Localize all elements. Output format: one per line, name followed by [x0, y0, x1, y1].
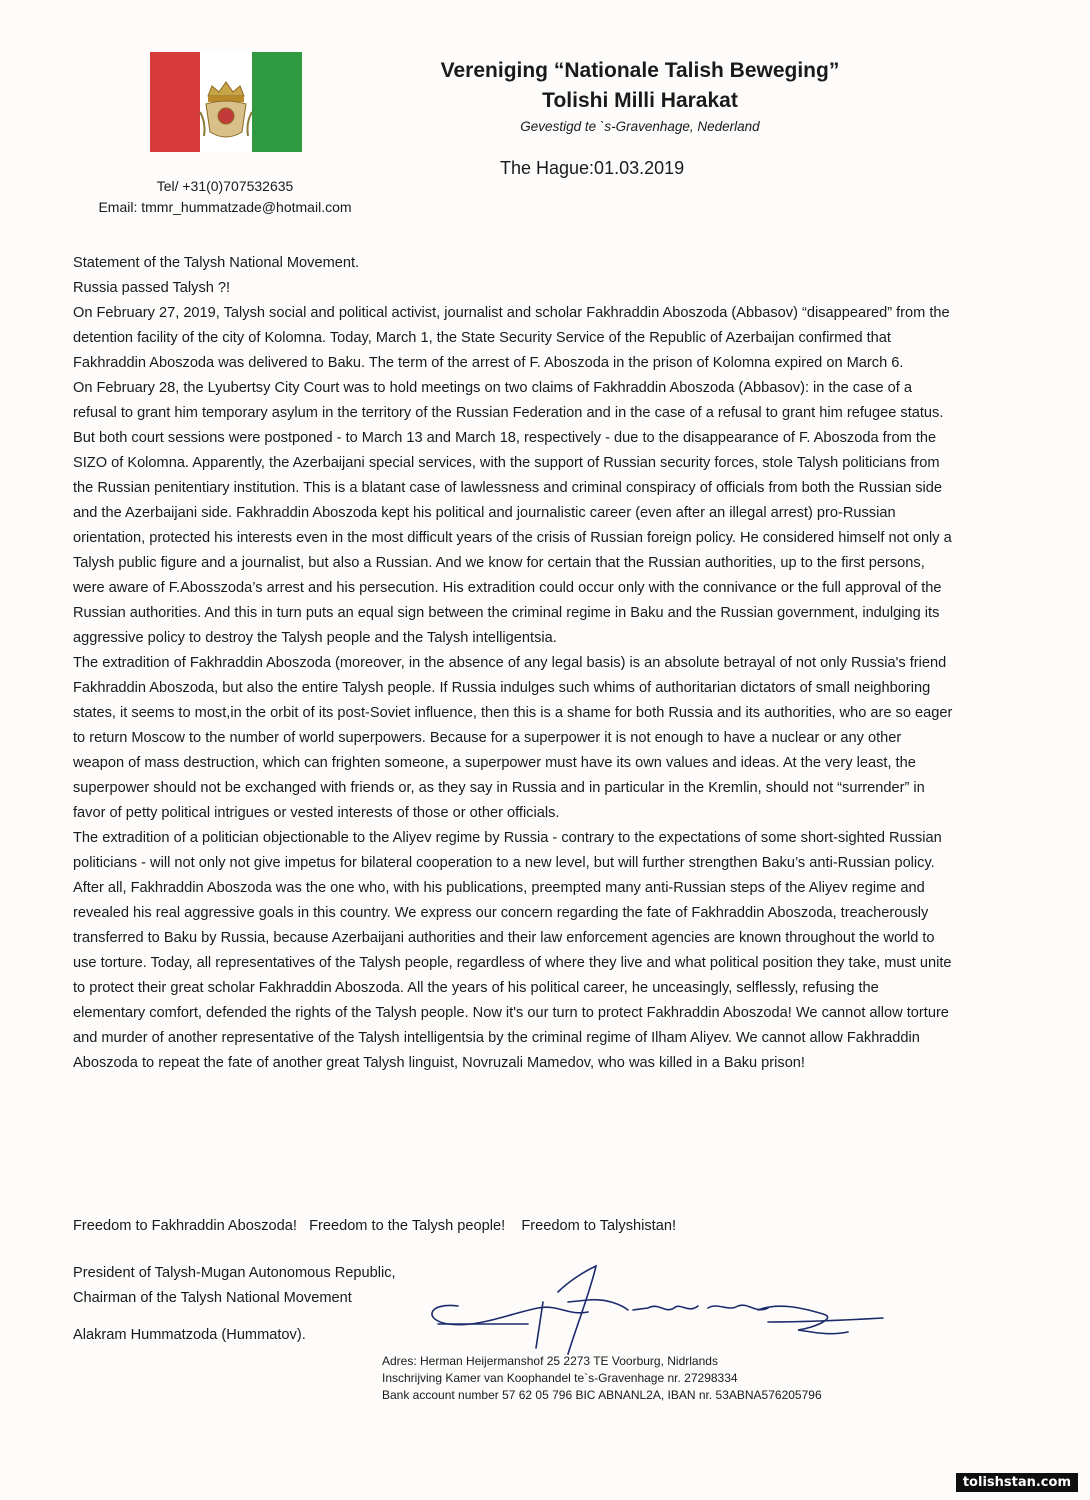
org-name-dutch: Vereniging “Nationale Talish Beweging”: [440, 59, 840, 82]
paragraph-2: On February 28, the Lyubertsy City Court was to hold meetings on two claims of Fakhraddin Aboszoda (Abbasov): in the case of a refusal to grant him temporary asylum in the territory of the Russian Federation and in the case of a refusal to grant him refugee status. But both court sessions were postponed - to March 13 and March 18, respectively - due to the disappearance of F. Aboszoda from the SIZO of Kolomna. Apparently, the Azerbaijani special services, with the support of Russian security forces, stole Talysh politicians from the Russian penitentiary institution. This is a blatant case of lawlessness and criminal conspiracy of officials from both the Russian side and the Azerbaijani side. Fakhraddin Aboszoda kept his political and journalistic career (even after an illegal arrest) pro-Russian orientation, protected his interests even in the most difficult years of the crisis of Russian foreign policy. He considered himself not only a Talysh public figure and a journalist, but also a Russian. And we know for certain that the Russian authorities, up to the first persons, were aware of F.Abosszoda’s arrest and his persecution. His extradition could occur only with the connivance or the full approval of the Russian authorities. And this in turn puts an equal sign between the criminal regime in Baku and the Russian government, indulging its aggressive policy to destroy the Talysh people and the Talysh intelligentsia.: [73, 380, 952, 646]
place-date: The Hague:01.03.2019: [500, 158, 685, 178]
signatory-name: Alakram Hummatzoda (Hummatov).: [73, 1327, 306, 1343]
handwritten-signature: [418, 1262, 888, 1362]
statement-body: [73, 251, 953, 1076]
phone-number: Tel/ +31(0)707532635: [156, 178, 294, 194]
contact-info: [60, 176, 390, 218]
paragraph-3: The extradition of Fakhraddin Aboszoda (moreover, in the absence of any legal basis) is an absolute betrayal of not only Russia's friend Fakhraddin Aboszoda, but also the entire Talysh people. If Russia indulges such whims of authoritarian dictators of small neighboring states, it seems to most,in the orbit of its post-Soviet influence, then this is a shame for both Russia and its authorities, who are so eager to return Moscow to the number of world superpowers. Because for a superpower it is not enough to have a nuclear or any other weapon of mass destruction, which can frighten someone, a superpower must have its own values and ideas. At the very least, the superpower should not be exchanged with friends or, as they say in Russia and in particular in the Kremlin, should not “surrender” in favor of petty political intrigues or vested interests of those or other officials.: [73, 655, 953, 821]
freedom-slogans: Freedom to Fakhraddin Aboszoda! Freedom to the Talysh people! Freedom to Talyshistan!: [73, 1218, 676, 1234]
email-address: Email: tmmr_hummatzade@hotmail.com: [98, 199, 352, 215]
organization-header: [400, 56, 880, 138]
footer-address: Adres: Herman Heijermanshof 25 2273 TE Voorburg, Nidrlands: [382, 1354, 718, 1368]
paragraph-1: On February 27, 2019, Talysh social and political activist, journalist and scholar Fakhraddin Aboszoda (Abbasov) “disappeared” from the detention facility of the city of Kolomna. Today, March 1, the State Security Service of the Republic of Azerbaijan confirmed that Fakhraddin Aboszoda was delivered to Baku. The term of the arrest of F. Aboszoda in the prison of Kolomna expired on March 6.: [73, 305, 950, 371]
statement-subtitle: Russia passed Talysh ?!: [73, 280, 231, 296]
signatory-title-line2: Chairman of the Talysh National Movement: [73, 1290, 352, 1306]
footer-chamber: Inschrijving Kamer van Koophandel te`s-Gravenhage nr. 27298334: [382, 1371, 738, 1385]
statement-title: Statement of the Talysh National Movement.: [73, 255, 360, 271]
talysh-flag-emblem: [150, 52, 302, 152]
signatory-title: [73, 1261, 396, 1311]
signatory-title-line1: President of Talysh-Mugan Autonomous Republic,: [73, 1265, 396, 1281]
footer-info: [382, 1353, 822, 1404]
org-registration: Gevestigd te `s-Gravenhage, Nederland: [520, 119, 760, 134]
footer-bank: Bank account number 57 62 05 796 BIC ABNANL2A, IBAN nr. 53ABNA576205796: [382, 1388, 822, 1402]
site-watermark: tolishstan.com: [956, 1473, 1078, 1492]
paragraph-4: The extradition of a politician objectionable to the Aliyev regime by Russia - contrary to the expectations of some short-sighted Russian politicians - will not only not give impetus for bilateral cooperation to a new level, but will further strengthen Baku’s anti-Russian policy. After all, Fakhraddin Aboszoda was the one who, with his publications, preempted many anti-Russian steps of the Aliyev regime and revealed his real aggressive goals in this country. We express our concern regarding the fate of Fakhraddin Aboszoda, treacherously transferred to Baku by Russia, because Azerbaijani authorities and their law enforcement agencies are known throughout the world to use torture. Today, all representatives of the Talysh people, regardless of where they live and what political position they take, must unite to protect their great scholar Fakhraddin Aboszoda. All the years of his political career, he unceasingly, selflessly, refusing the elementary comfort, defended the rights of the Talysh people. Now it's our turn to protect Fakhraddin Aboszoda! We cannot allow torture and murder of another representative of the Talysh intelligentsia by the criminal regime of Ilham Aliyev. We cannot allow Fakhraddin Aboszoda to repeat the fate of another great Talysh linguist, Novruzali Mamedov, who was killed in a Baku prison!: [73, 830, 952, 1071]
org-name-talysh: Tolishi Milli Harakat: [542, 89, 738, 112]
